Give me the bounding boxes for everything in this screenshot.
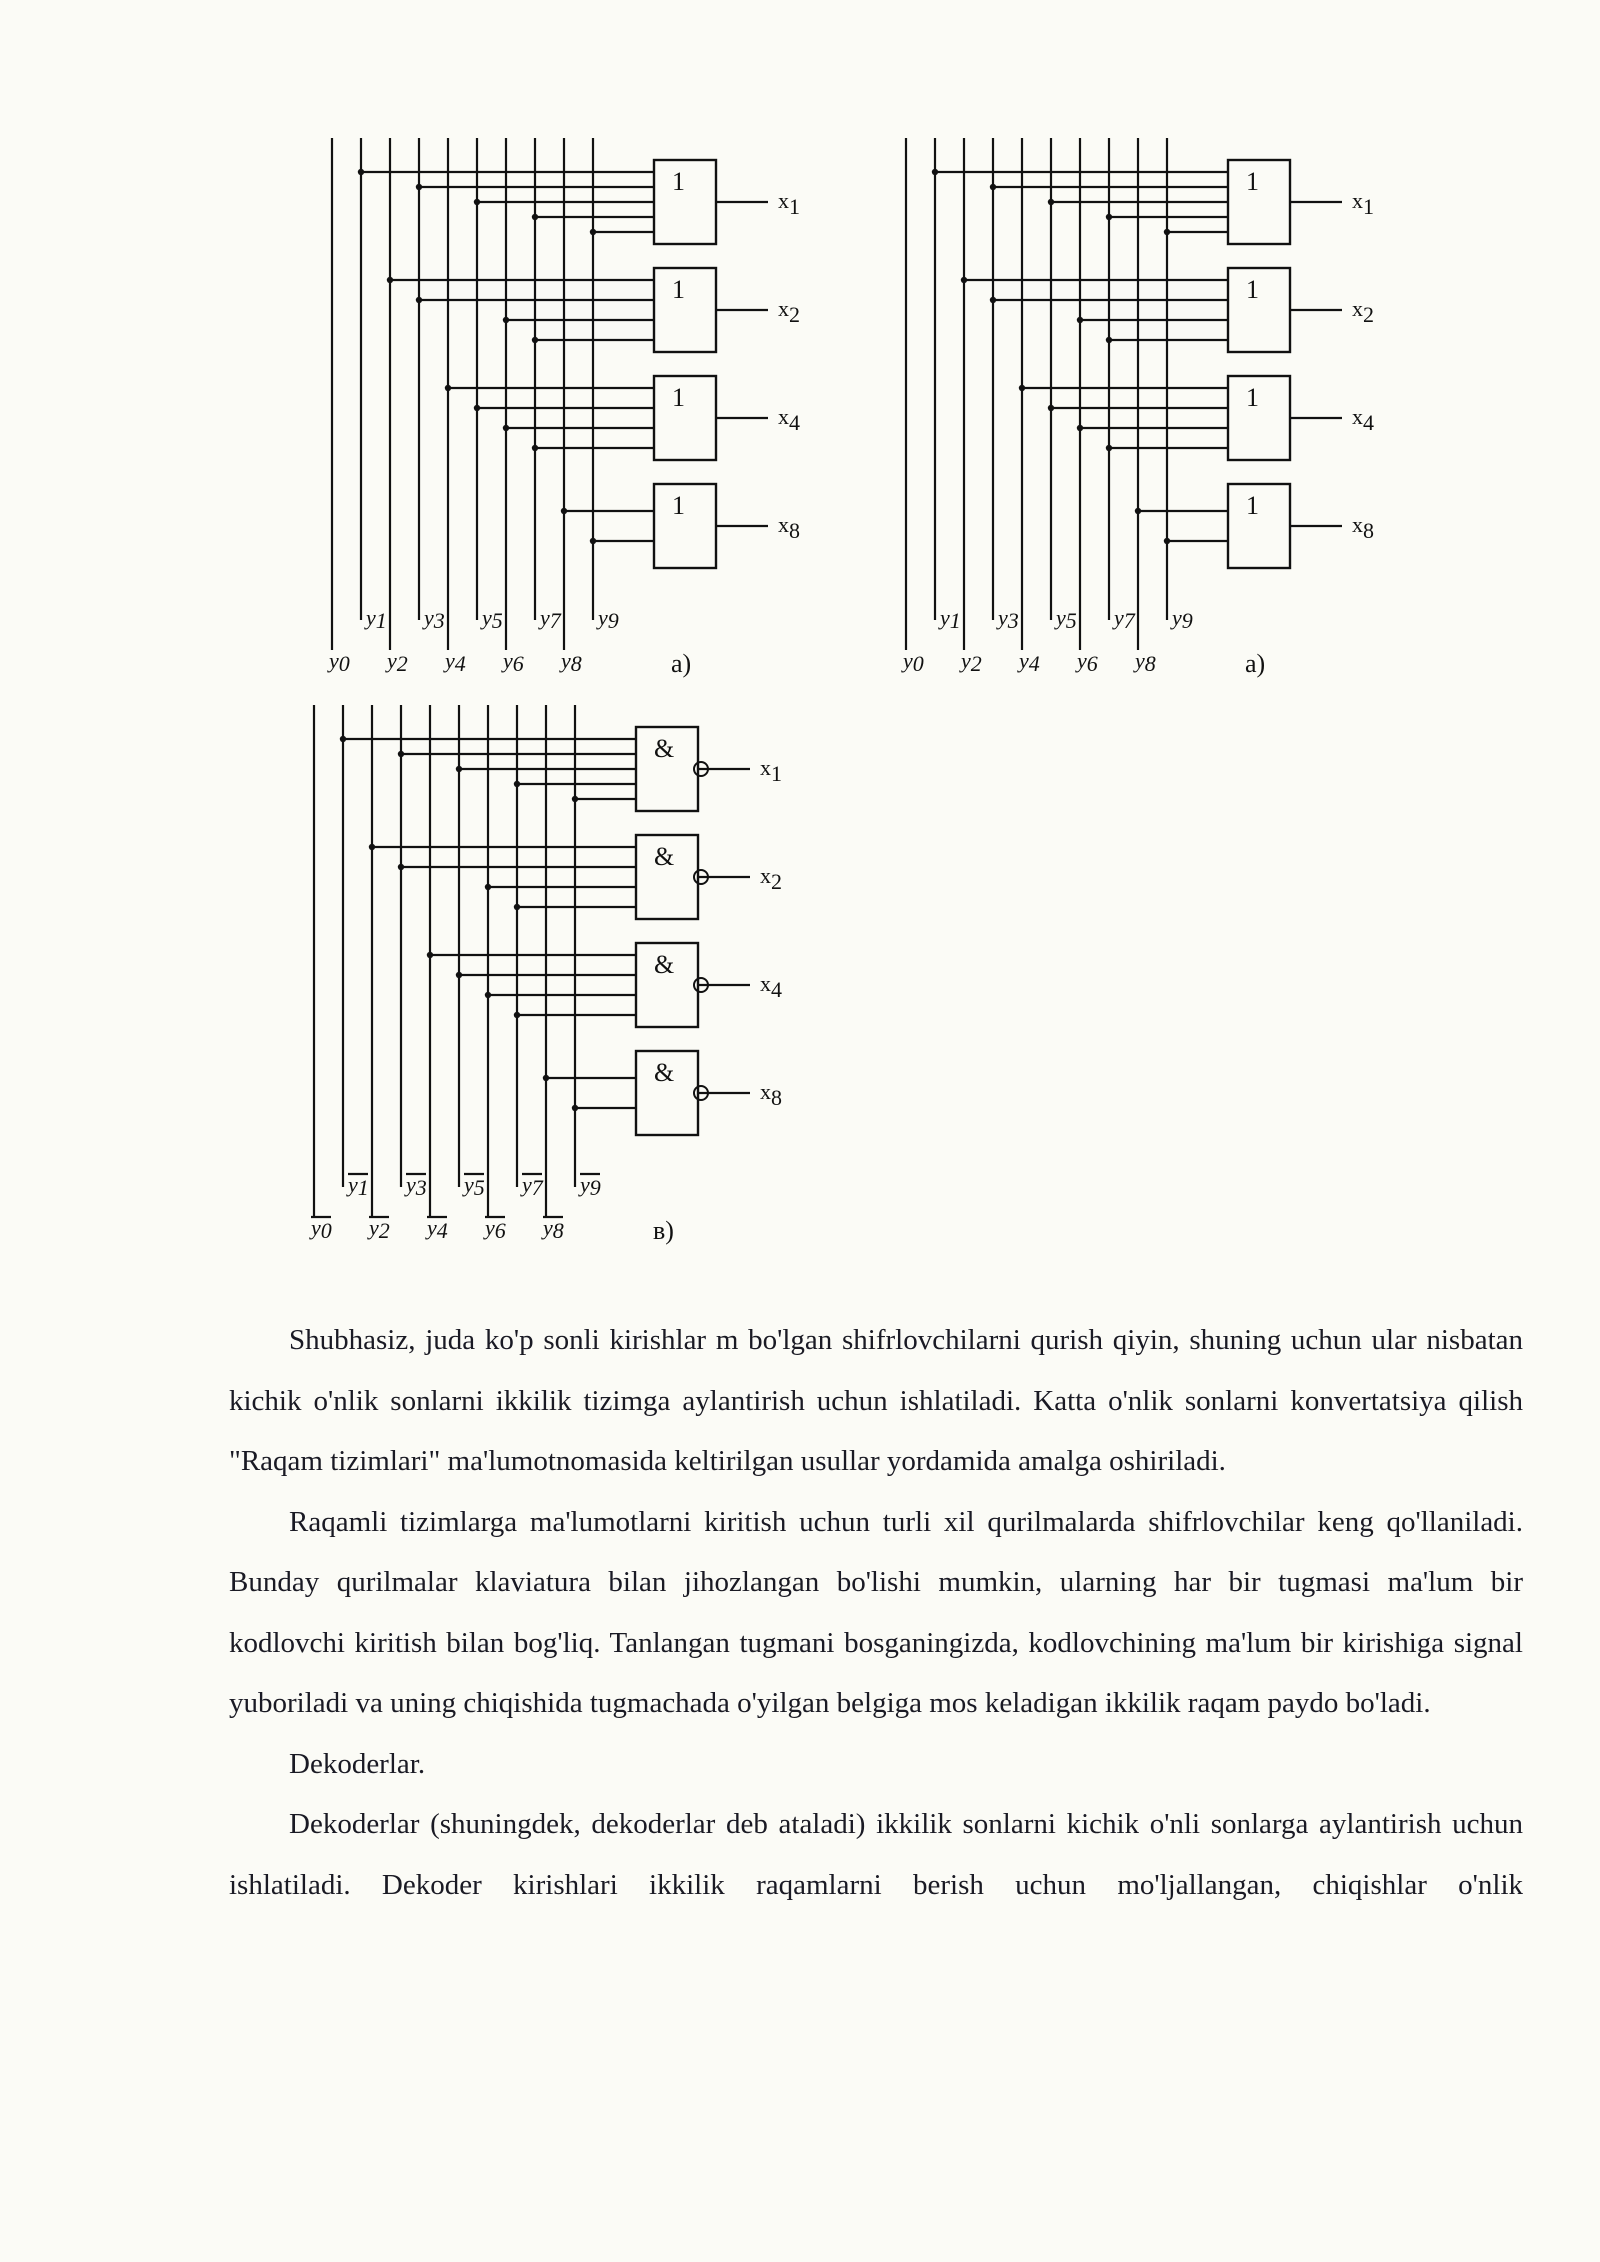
junction-dot — [445, 385, 451, 391]
junction-dot — [572, 796, 578, 802]
gate-symbol: 1 — [1246, 275, 1259, 304]
junction-dot — [503, 425, 509, 431]
output-label: x2 — [1352, 296, 1374, 327]
input-label: y3 — [424, 605, 445, 633]
encoder-diagram-a-left — [326, 138, 826, 693]
logic-gate — [1228, 484, 1290, 568]
output-label: x4 — [778, 404, 800, 435]
encoder-diagram-b — [308, 705, 808, 1260]
junction-dot — [514, 781, 520, 787]
junction-dot — [532, 445, 538, 451]
encoder-svg — [900, 138, 1400, 693]
gate-symbol: & — [654, 734, 675, 763]
input-label: y7 — [1114, 605, 1135, 633]
input-label: y9 — [598, 605, 619, 633]
gate-symbol: 1 — [1246, 491, 1259, 520]
junction-dot — [358, 169, 364, 175]
junction-dot — [990, 184, 996, 190]
junction-dot — [340, 736, 346, 742]
diagram-caption: a) — [1245, 649, 1266, 678]
logic-gate — [654, 376, 716, 460]
output-label: x4 — [1352, 404, 1374, 435]
output-label: x8 — [760, 1079, 782, 1110]
junction-dot — [1048, 405, 1054, 411]
junction-dot — [369, 844, 375, 850]
junction-dot — [427, 952, 433, 958]
encoder-svg — [326, 138, 826, 693]
gate-symbol: & — [654, 842, 675, 871]
input-label: y7 — [540, 605, 561, 633]
junction-dot — [1077, 317, 1083, 323]
logic-gate — [654, 160, 716, 244]
body-text — [229, 1310, 1523, 1915]
section-heading: Dekoderlar. — [289, 1747, 426, 1780]
output-label: x1 — [1352, 188, 1374, 219]
input-label: y0 — [311, 1215, 332, 1243]
input-label: y4 — [445, 648, 466, 676]
junction-dot — [932, 169, 938, 175]
logic-gate — [1228, 268, 1290, 352]
input-label: y6 — [503, 648, 524, 676]
input-label: y8 — [1135, 648, 1156, 676]
input-label: y3 — [406, 1172, 427, 1200]
input-label: y5 — [464, 1172, 485, 1200]
gate-symbol: & — [654, 950, 675, 979]
junction-dot — [474, 405, 480, 411]
junction-dot — [514, 1012, 520, 1018]
gate-symbol: 1 — [672, 167, 685, 196]
input-label: y9 — [1172, 605, 1193, 633]
junction-dot — [961, 277, 967, 283]
input-label: y4 — [427, 1215, 448, 1243]
input-label: y6 — [1077, 648, 1098, 676]
junction-dot — [1164, 229, 1170, 235]
junction-dot — [561, 508, 567, 514]
gate-symbol: 1 — [672, 491, 685, 520]
junction-dot — [1106, 445, 1112, 451]
input-label: y2 — [369, 1215, 390, 1243]
junction-dot — [590, 229, 596, 235]
junction-dot — [1019, 385, 1025, 391]
input-label: y0 — [903, 648, 924, 676]
junction-dot — [1077, 425, 1083, 431]
junction-dot — [503, 317, 509, 323]
logic-gate — [1228, 376, 1290, 460]
output-label: x1 — [760, 755, 782, 786]
junction-dot — [1164, 538, 1170, 544]
gate-symbol: & — [654, 1058, 675, 1087]
paragraph: Raqamli tizimlarga ma'lumotlarni kiritish uchun turli xil qurilmalarda shifrlovchilar keng qo'llaniladi. Bunday qurilmalar klaviatura bilan jihozlangan bo'lishi mumkin, ularning har bir tugmasi ma'lum bir kodlovchi kiritish bilan bog'liq. Tanlangan tugmani bosganingizda, kodlovchining ma'lum bir kirishiga signal yuboriladi va uning chiqishida tugmachada o'yilgan belgiga mos keladigan ikkilik raqam paydo bo'ladi. — [229, 1505, 1523, 1719]
logic-gate — [654, 268, 716, 352]
diagram-caption: a) — [671, 649, 692, 678]
junction-dot — [590, 538, 596, 544]
junction-dot — [543, 1075, 549, 1081]
output-label: x8 — [778, 512, 800, 543]
input-label: y6 — [485, 1215, 506, 1243]
junction-dot — [456, 766, 462, 772]
junction-dot — [1106, 337, 1112, 343]
logic-gate — [1228, 160, 1290, 244]
input-label: y8 — [561, 648, 582, 676]
input-label: y2 — [961, 648, 982, 676]
junction-dot — [416, 297, 422, 303]
gate-symbol: 1 — [672, 383, 685, 412]
diagram-caption: в) — [653, 1216, 674, 1245]
junction-dot — [398, 864, 404, 870]
input-label: y1 — [940, 605, 961, 633]
output-label: x1 — [778, 188, 800, 219]
junction-dot — [1048, 199, 1054, 205]
junction-dot — [514, 904, 520, 910]
junction-dot — [572, 1105, 578, 1111]
input-label: y5 — [1056, 605, 1077, 633]
junction-dot — [485, 884, 491, 890]
junction-dot — [387, 277, 393, 283]
gate-symbol: 1 — [672, 275, 685, 304]
junction-dot — [1135, 508, 1141, 514]
input-label: y2 — [387, 648, 408, 676]
input-label: y8 — [543, 1215, 564, 1243]
junction-dot — [532, 337, 538, 343]
gate-symbol: 1 — [1246, 167, 1259, 196]
paragraph: Dekoderlar (shuningdek, dekoderlar deb ataladi) ikkilik sonlarni kichik o'nli sonlarga aylantirish uchun ishlatiladi. Dekoder kirishlari ikkilik raqamlarni berish uchun mo'ljallangan, chiqishlar o'nlik — [229, 1808, 1523, 1901]
input-label: y4 — [1019, 648, 1040, 676]
logic-gate — [654, 484, 716, 568]
gate-symbol: 1 — [1246, 383, 1259, 412]
input-label: y0 — [329, 648, 350, 676]
junction-dot — [416, 184, 422, 190]
junction-dot — [532, 214, 538, 220]
junction-dot — [398, 751, 404, 757]
output-label: x8 — [1352, 512, 1374, 543]
input-label: y7 — [522, 1172, 543, 1200]
junction-dot — [474, 199, 480, 205]
input-label: y3 — [998, 605, 1019, 633]
input-label: y1 — [348, 1172, 369, 1200]
input-label: y9 — [580, 1172, 601, 1200]
junction-dot — [990, 297, 996, 303]
paragraph: Shubhasiz, juda ko'p sonli kirishlar m bo'lgan shifrlovchilarni qurish qiyin, shuning uchun ular nisbatan kichik o'nlik sonlarni ikkilik tizimga aylantirish uchun ishlatiladi. Katta o'nlik sonlarni konvertatsiya qilish "Raqam tizimlari" ma'lumotnomasida keltirilgan usullar yordamida amalga oshiriladi. — [229, 1324, 1523, 1477]
encoder-diagram-a-right — [900, 138, 1400, 693]
junction-dot — [456, 972, 462, 978]
encoder-svg — [308, 705, 808, 1260]
output-label: x2 — [760, 863, 782, 894]
input-label: y5 — [482, 605, 503, 633]
junction-dot — [485, 992, 491, 998]
output-label: x4 — [760, 971, 782, 1002]
junction-dot — [1106, 214, 1112, 220]
output-label: x2 — [778, 296, 800, 327]
input-label: y1 — [366, 605, 387, 633]
